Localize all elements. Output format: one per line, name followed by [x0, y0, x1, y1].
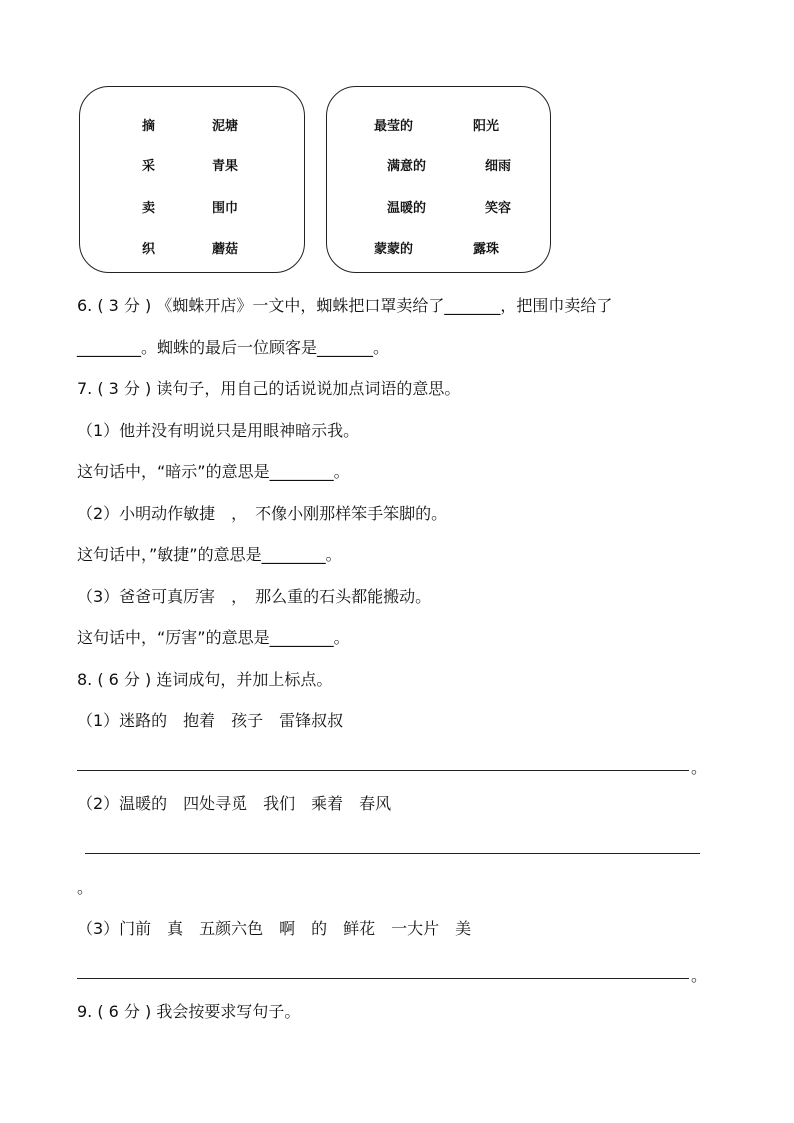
box2-word: 温暖的: [387, 201, 427, 216]
answer-period-2: 。: [77, 878, 94, 897]
answer-line-1[interactable]: [77, 770, 689, 771]
answer-period-3: 。: [691, 966, 708, 985]
box2-word: 阳光: [473, 119, 500, 134]
box2-word: 最莹的: [374, 119, 414, 134]
answer-line-2[interactable]: [85, 853, 700, 854]
question-7-answer-2: 这句话中，”敏捷”的意思是________。: [77, 545, 342, 564]
question-7-sentence-2: （2）小明动作敏捷 ， 不像小刚那样笨手笨脚的。: [77, 504, 448, 523]
box1-word: 采: [142, 159, 156, 174]
question-8-words-2: （2）温暖的 四处寻觅 我们 乘着 春风: [77, 794, 392, 813]
question-8-words-1: （1）迷路的 抱着 孩子 雷锋叔叔: [77, 711, 344, 730]
box1-word: 青果: [212, 159, 239, 174]
question-8-words-3: （3）门前 真 五颜六色 啊 的 鲜花 一大片 美: [77, 919, 472, 938]
box2-word: 细雨: [485, 159, 512, 174]
answer-period-1: 。: [691, 758, 708, 777]
question-6-line-1: 6. ( 3 分 ) 《蜘蛛开店》一文中，蜘蛛把口罩卖给了_______，把围巾卖给了: [77, 296, 613, 315]
question-7-sentence-1: （1）他并没有明说只是用眼神暗示我。: [77, 421, 360, 440]
box2-word: 蒙蒙的: [374, 242, 414, 257]
question-7-sentence-3: （3）爸爸可真厉害 ， 那么重的石头都能搬动。: [77, 587, 432, 606]
box2-word: 满意的: [387, 159, 427, 174]
question-7-title: 7. ( 3 分 ) 读句子，用自己的话说说加点词语的意思。: [77, 379, 461, 398]
box1-word: 围巾: [212, 201, 239, 216]
box2-word: 笑容: [485, 201, 512, 216]
question-9-title: 9. ( 6 分 ) 我会按要求写句子。: [77, 1002, 301, 1021]
question-7-answer-1: 这句话中，“暗示”的意思是________。: [77, 462, 350, 481]
box1-word: 泥塘: [212, 119, 239, 134]
word-match-box-2: [326, 86, 551, 273]
box1-word: 蘑菇: [212, 242, 239, 257]
answer-line-3[interactable]: [77, 978, 689, 979]
box2-word: 露珠: [473, 242, 500, 257]
question-7-answer-3: 这句话中，“厉害”的意思是________。: [77, 628, 350, 647]
box1-word: 摘: [142, 119, 156, 134]
box1-word: 卖: [142, 201, 156, 216]
word-match-box-1: [79, 86, 305, 273]
box1-word: 织: [142, 242, 156, 257]
question-8-title: 8. ( 6 分 ) 连词成句，并加上标点。: [77, 670, 333, 689]
question-6-line-2: ________。蜘蛛的最后一位顾客是_______。: [77, 338, 390, 357]
